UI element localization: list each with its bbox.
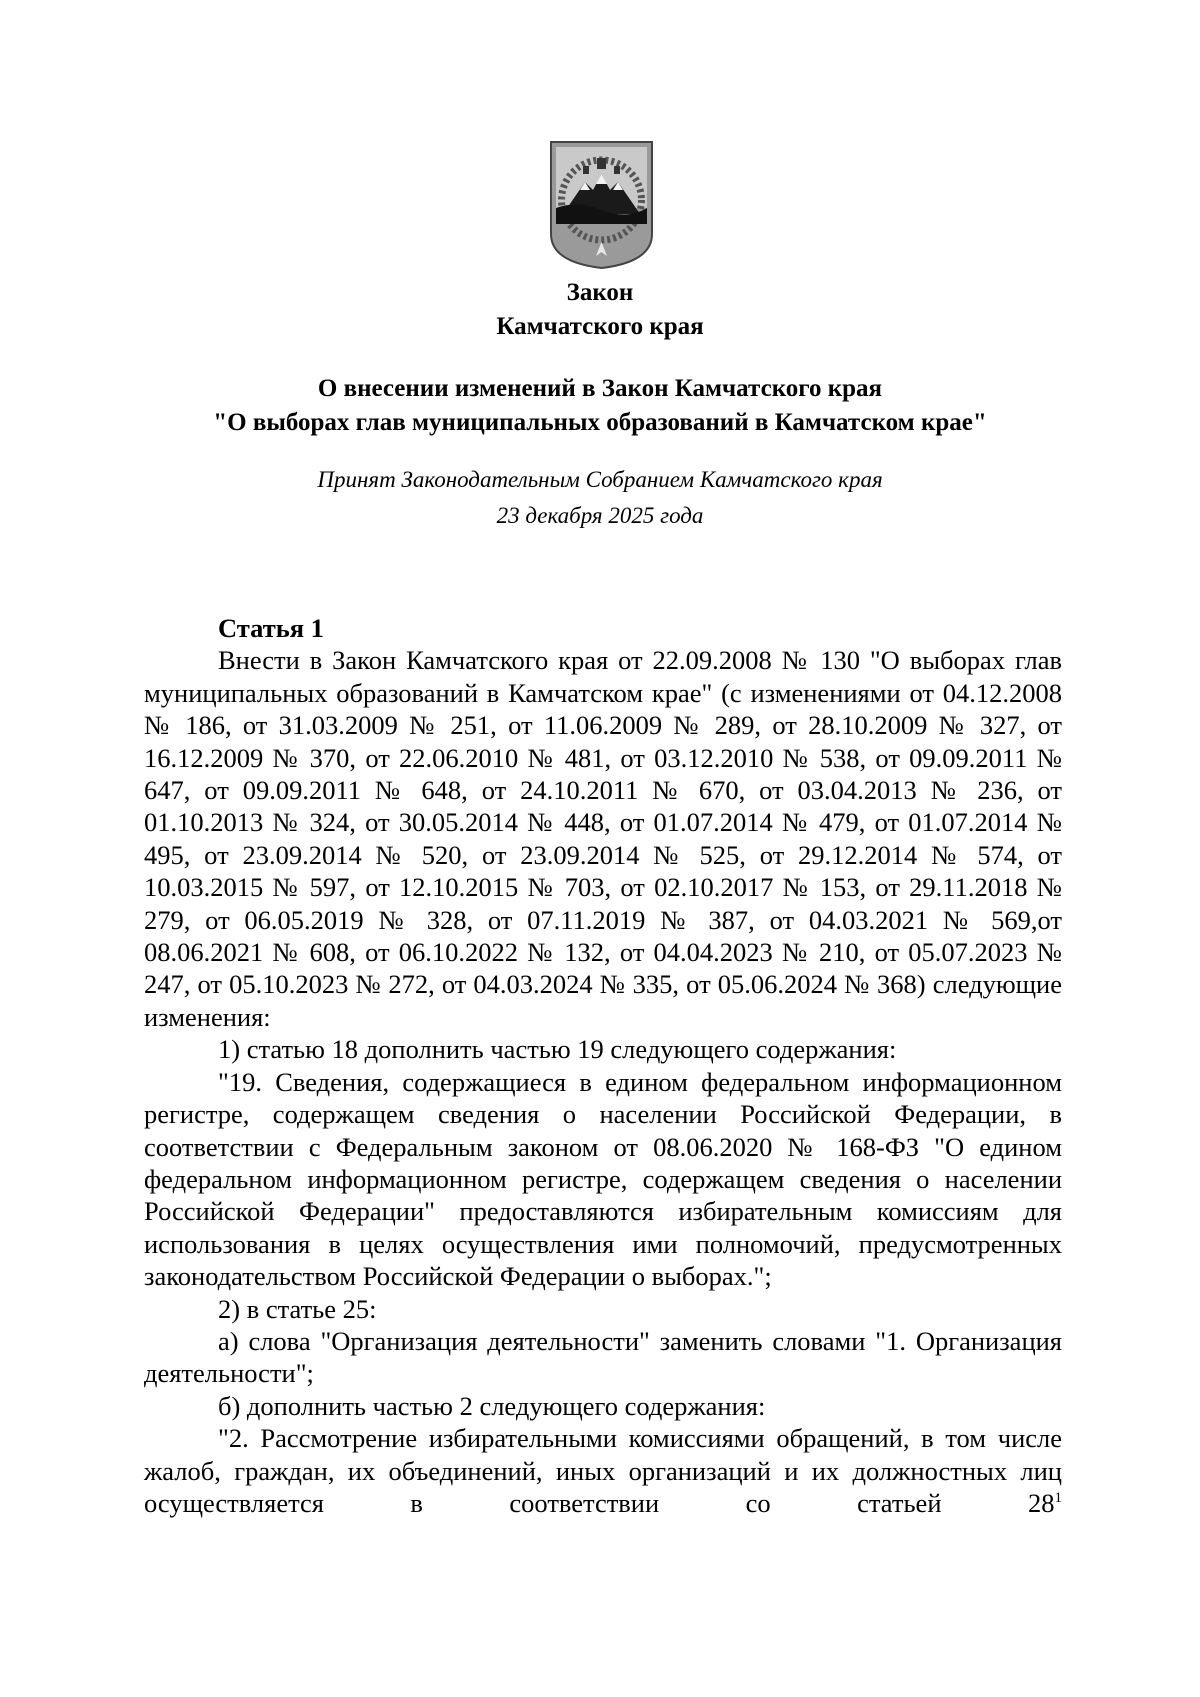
article-body [144, 612, 1062, 1519]
article-intro-paragraph: Внести в Закон Камчатского края от 22.09.2008 № 130 "О выборах глав муниципальных образований в Камчатском крае" (с изменениями от 04.12.2008 № 186, от 31.03.2009 № 251, от 11.06.2009 № 289, от 28.10.2009 № 327, от 16.12.2009 № 370, от 22.06.2010 № 481, от 03.12.2010 № 538, от 09.09.2011 № 647, от 09.09.2011 № 648, от 24.10.2011 № 670, от 03.04.2013 № 236, от 01.10.2013 № 324, от 30.05.2014 № 448, от 01.07.2014 № 479, от 01.07.2014 № 495, от 23.09.2014 № 520, от 23.09.2014 № 525, от 29.12.2014 № 574, от 10.03.2015 № 597, от 12.10.2015 № 703, от 02.10.2017 № 153, от 29.11.2018 № 279, от 06.05.2019 № 328, от 07.11.2019 № 387, от 04.03.2021 № 569,от 08.06.2021 № 608, от 06.10.2022 № 132, от 04.04.2023 № 210, от 05.07.2023 № 247, от 05.10.2023 № 272, от 04.03.2024 № 335, от 05.06.2024 № 368) следующие изменения: [144, 645, 1062, 1032]
amendment-item-2a: а) слова "Организация деятельности" заменить словами "1. Организация деятельности"; [144, 1325, 1062, 1389]
law-subject-line2: "О выборах глав муниципальных образований в Камчатском крае" [213, 409, 987, 436]
amendment-item-2b: б) дополнить частью 2 следующего содержания: [218, 1390, 766, 1421]
law-title-line1: Закон [566, 279, 634, 306]
article-heading: Статья 1 [218, 613, 324, 643]
law-title [0, 276, 1200, 344]
coat-of-arms-icon [547, 138, 656, 270]
adoption-note-line1: Принят Законодательным Собранием Камчатского края [317, 467, 883, 492]
amendment-item-2: 2) в статье 25: [218, 1293, 377, 1324]
amendment-item-2b-text-body: "2. Рассмотрение избирательными комиссиями обращений, в том числе жалоб, граждан, их объединений, иных организаций и их должностных лиц осуществляется в соответствии со статьей 28 [144, 1423, 1062, 1518]
law-title-line2: Камчатского края [496, 313, 704, 340]
law-subject-line1: О внесении изменений в Закон Камчатского края [317, 375, 883, 402]
adoption-note-line2: 23 декабря 2025 года [496, 503, 704, 528]
amendment-item-1: 1) статью 18 дополнить частью 19 следующего содержания: [218, 1034, 897, 1065]
article-number-superscript: 1 [1054, 1490, 1062, 1507]
law-subject [0, 372, 1200, 440]
amendment-item-2b-text [144, 1422, 1062, 1519]
adoption-note [0, 462, 1200, 534]
amendment-item-1-text: "19. Сведения, содержащиеся в едином федеральном информационном регистре, содержащем сведения о населении Российской Федерации, в соответствии с Федеральным законом от 08.06.2020 № 168-ФЗ "О едином федеральном информационном регистре, содержащем сведения о населении Российской Федерации" предоставляются избирательным комиссиям для использования в целях осуществления ими полномочий, предусмотренных законодательством Российской Федерации о выборах."; [144, 1066, 1062, 1292]
